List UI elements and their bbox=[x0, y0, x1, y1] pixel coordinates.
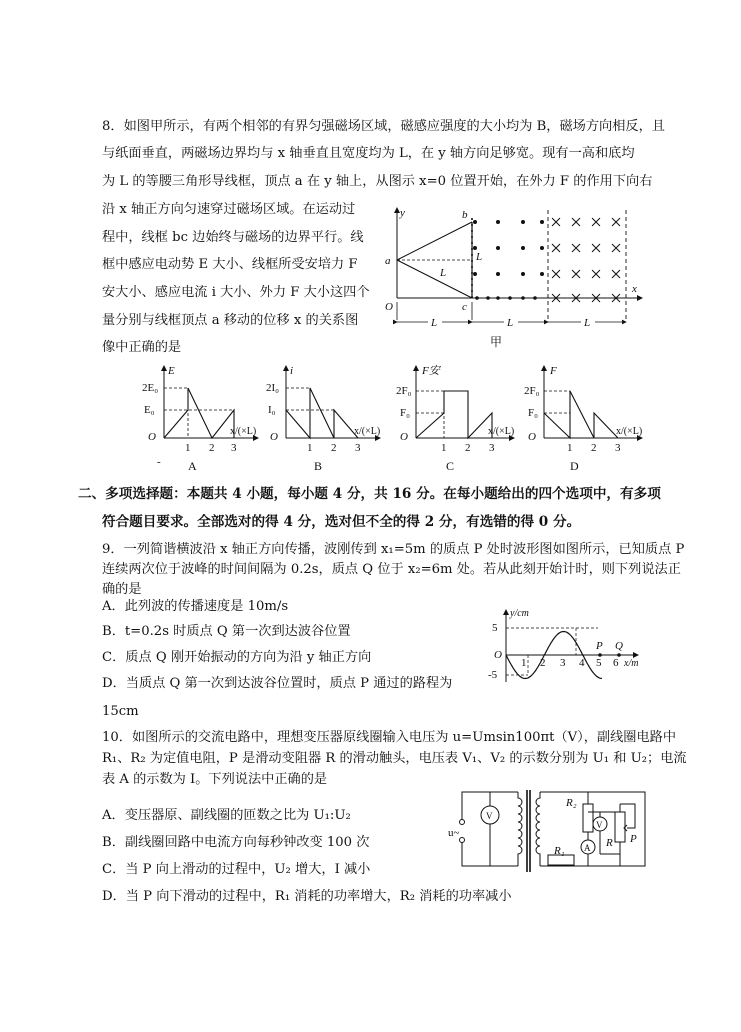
svg-text:3: 3 bbox=[489, 442, 495, 454]
section2-heading-line1: 二、多项选择题：本题共 4 小题，每小题 4 分，共 16 分。在每小题给出的四个选项中，有多项 bbox=[78, 486, 661, 502]
svg-text:F₀: F₀ bbox=[400, 407, 410, 419]
q8-line-7: 安大小、感应电流 i 大小、外力 F 大小这四个 bbox=[102, 285, 370, 300]
fig-vertex-a: a bbox=[385, 255, 391, 267]
svg-text:x/m: x/m bbox=[624, 658, 639, 669]
fig-y-label: y bbox=[400, 207, 405, 219]
svg-text:1: 1 bbox=[521, 657, 527, 669]
section2-heading-line2: 符合题目要求。全部选对的得 4 分，选对但不全的得 2 分，有选错的得 0 分。 bbox=[102, 514, 581, 530]
svg-text:O: O bbox=[528, 431, 536, 443]
svg-text:V: V bbox=[596, 820, 603, 830]
q8-line-8: 量分别与线框顶点 a 移动的位移 x 的关系图 bbox=[102, 313, 359, 328]
svg-text:x/(×L): x/(×L) bbox=[230, 426, 257, 437]
svg-text:E₀: E₀ bbox=[144, 404, 155, 416]
q8-line-6: 框中感应电动势 E 大小、线框所受安培力 F bbox=[102, 257, 358, 272]
svg-text:2: 2 bbox=[209, 442, 215, 454]
svg-text:F₀: F₀ bbox=[528, 407, 538, 419]
svg-text:3: 3 bbox=[615, 442, 621, 454]
svg-text:F: F bbox=[550, 365, 557, 377]
q9-option-B: B．t=0.2s 时质点 Q 第一次到达波谷位置 bbox=[102, 624, 351, 639]
q10-line-1: 10．如图所示的交流电路中，理想变压器原线圈输入电压为 u=Umsin100πt（V），副线圈电路中 bbox=[102, 730, 677, 745]
svg-text:1: 1 bbox=[567, 442, 573, 454]
option-A-letter: A bbox=[188, 459, 197, 473]
q8-line-9: 像中正确的是 bbox=[102, 340, 182, 355]
svg-text:A: A bbox=[584, 843, 591, 853]
option-D-letter: D bbox=[570, 459, 579, 473]
q8-option-C-graph bbox=[392, 362, 522, 477]
svg-text:V: V bbox=[486, 811, 493, 821]
svg-text:y/cm: y/cm bbox=[510, 608, 529, 619]
svg-text:u~: u~ bbox=[448, 827, 460, 839]
fig-L-dim-1: L bbox=[431, 317, 438, 329]
q9-wave-graph bbox=[488, 604, 648, 684]
q8-line-3: 为 L 的等腰三角形导线框，顶点 a 在 y 轴上，从图示 x=0 位置开始，在外力 F 的作用下向右 bbox=[102, 174, 653, 189]
q9-option-C: C．质点 Q 刚开始振动的方向为沿 y 轴正方向 bbox=[102, 650, 372, 665]
option-C-letter: C bbox=[446, 459, 455, 473]
svg-text:I₀: I₀ bbox=[268, 404, 276, 416]
fig-L-dim-3: L bbox=[584, 317, 591, 329]
fig-vertex-c: c bbox=[462, 301, 467, 313]
svg-text:O: O bbox=[494, 649, 502, 661]
svg-text:2E₀: 2E₀ bbox=[142, 382, 159, 394]
svg-text:P: P bbox=[596, 640, 603, 652]
field-dots bbox=[473, 220, 544, 300]
svg-text:F安: F安 bbox=[422, 365, 440, 377]
svg-text:3: 3 bbox=[355, 442, 361, 454]
q10-circuit-diagram bbox=[440, 784, 655, 884]
fig-origin: O bbox=[385, 301, 393, 313]
svg-text:1: 1 bbox=[441, 442, 447, 454]
q8-option-D-graph bbox=[520, 362, 650, 477]
svg-text:2I₀: 2I₀ bbox=[266, 382, 279, 394]
q8-line-5: 程中，线框 bc 边始终与磁场的边界平行。线 bbox=[102, 230, 364, 245]
svg-text:-: - bbox=[157, 456, 161, 468]
q9-line-2: 连续两次位于波峰的时间间隔为 0.2s，质点 Q 位于 x₂=6m 处。若从此刻开始计时，则下列说法正 bbox=[102, 562, 681, 577]
option-B-letter: B bbox=[314, 459, 323, 473]
svg-text:x/(×L): x/(×L) bbox=[354, 426, 381, 437]
q8-field-diagram bbox=[380, 202, 650, 352]
fig-caption: 甲 bbox=[490, 335, 503, 349]
svg-text:E: E bbox=[168, 365, 175, 377]
q8-option-B-graph bbox=[262, 362, 387, 477]
svg-text:P: P bbox=[630, 833, 637, 845]
svg-text:x/(×L): x/(×L) bbox=[616, 426, 643, 437]
fig-vertex-b: b bbox=[462, 209, 468, 221]
svg-text:i: i bbox=[290, 365, 294, 377]
fig-L-dim-2: L bbox=[507, 317, 514, 329]
svg-text:2F₀: 2F₀ bbox=[524, 385, 540, 397]
svg-text:R₂: R₂ bbox=[566, 797, 577, 809]
svg-text:O: O bbox=[400, 431, 408, 443]
svg-text:2: 2 bbox=[591, 442, 597, 454]
fig-L-height: L bbox=[476, 251, 483, 263]
q8-option-A-graph bbox=[140, 362, 265, 477]
q8-line-2: 与纸面垂直，两磁场边界均与 x 轴垂直且宽度均为 L，在 y 轴方向足够宽。现有一高和底均 bbox=[102, 146, 635, 161]
svg-text:4: 4 bbox=[579, 657, 585, 669]
svg-text:2: 2 bbox=[540, 657, 546, 669]
q9-option-D: D．当质点 Q 第一次到达波谷位置时，质点 P 通过的路程为 bbox=[102, 676, 453, 691]
q9-option-D-cont: 15cm bbox=[102, 704, 139, 719]
svg-text:R₁: R₁ bbox=[554, 845, 565, 857]
q8-line-1: 8．如图甲所示，有两个相邻的有界匀强磁场区域，磁感应强度的大小均为 B，磁场方向相反，且 bbox=[102, 119, 665, 134]
q10-option-D: D．当 P 向下滑动的过程中，R₁ 消耗的功率增大，R₂ 消耗的功率减小 bbox=[102, 889, 512, 904]
svg-text:O: O bbox=[148, 431, 156, 443]
svg-text:O: O bbox=[270, 431, 278, 443]
svg-text:3: 3 bbox=[560, 657, 566, 669]
svg-text:5: 5 bbox=[596, 657, 602, 669]
svg-text:2: 2 bbox=[465, 442, 471, 454]
svg-text:2: 2 bbox=[331, 442, 337, 454]
svg-text:1: 1 bbox=[307, 442, 313, 454]
field-crosses bbox=[552, 218, 620, 302]
fig-x-label: x bbox=[632, 283, 637, 295]
fig-L-base: L bbox=[440, 267, 447, 279]
q8-line-4: 沿 x 轴正方向匀速穿过磁场区域。在运动过 bbox=[102, 202, 356, 217]
q10-option-B: B．副线圈回路中电流方向每秒钟改变 100 次 bbox=[102, 835, 370, 850]
q9-line-1: 9．一列简谐横波沿 x 轴正方向传播，波刚传到 x₁=5m 的质点 P 处时波形图如图所示，已知质点 P bbox=[102, 542, 685, 557]
svg-text:3: 3 bbox=[231, 442, 237, 454]
q10-line-3: 表 A 的示数为 I。下列说法中正确的是 bbox=[102, 772, 328, 787]
q10-option-C: C．当 P 向上滑动的过程中，U₂ 增大，I 减小 bbox=[102, 862, 371, 877]
svg-text:R: R bbox=[606, 837, 613, 849]
svg-text:6: 6 bbox=[613, 657, 619, 669]
q9-line-3: 确的是 bbox=[102, 582, 142, 597]
svg-text:-5: -5 bbox=[488, 669, 498, 681]
q10-line-2: R₁、R₂ 为定值电阻，P 是滑动变阻器 R 的滑动触头，电压表 V₁、V₂ 的示数分别为 U₁ 和 U₂；电流 bbox=[102, 751, 687, 766]
svg-text:5: 5 bbox=[492, 622, 498, 634]
svg-text:1: 1 bbox=[185, 442, 191, 454]
svg-text:2F₀: 2F₀ bbox=[396, 385, 412, 397]
q9-option-A: A．此列波的传播速度是 10m/s bbox=[102, 599, 289, 614]
svg-text:Q: Q bbox=[615, 640, 623, 652]
q10-option-A: A．变压器原、副线圈的匝数之比为 U₁:U₂ bbox=[102, 808, 351, 823]
svg-text:x/(×L): x/(×L) bbox=[488, 426, 515, 437]
